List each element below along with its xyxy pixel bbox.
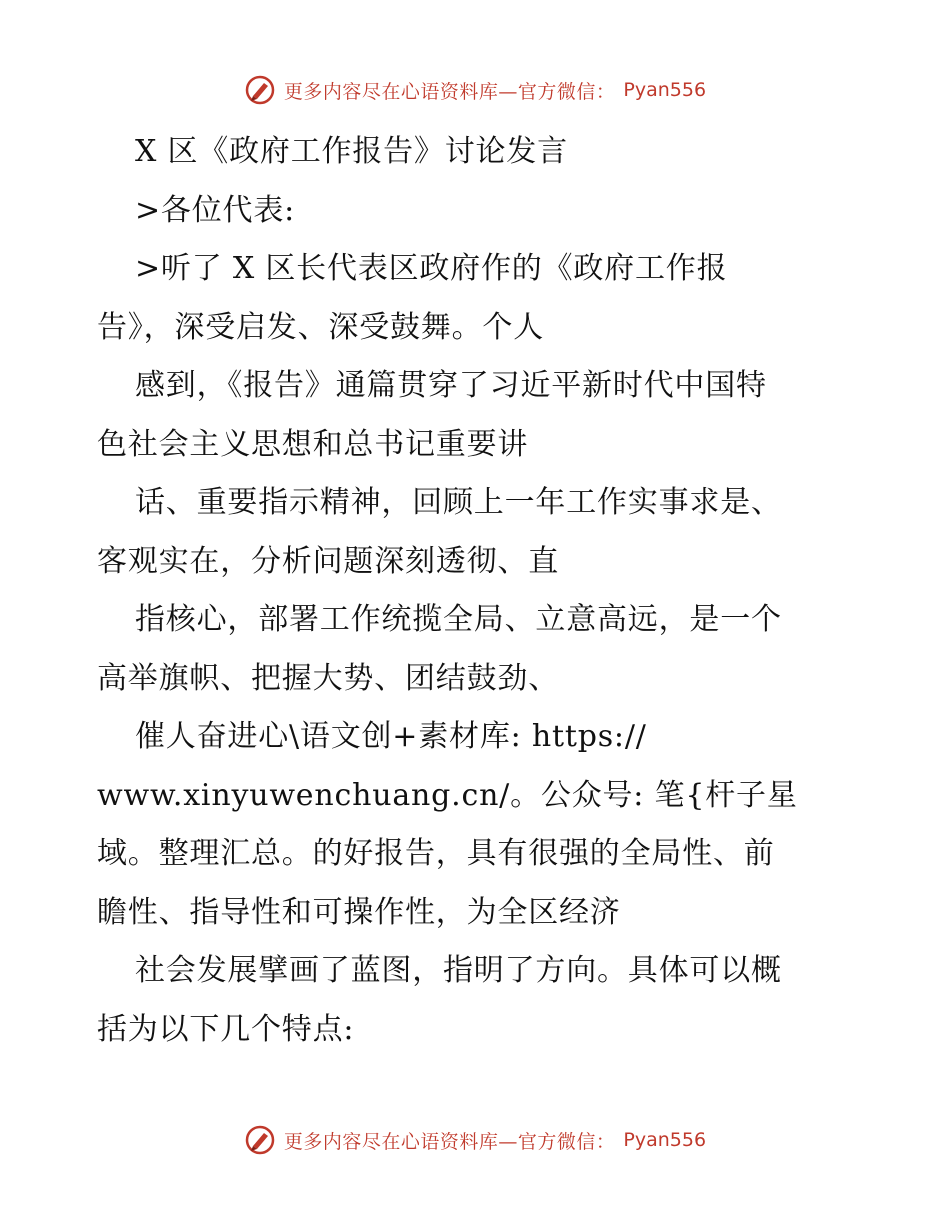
text-line: 域。整理汇总。的好报告，具有很强的全局性、前 (97, 836, 775, 871)
document-body (97, 123, 857, 1059)
text-line: 话、重要指示精神，回顾上一年工作实事求是、 (135, 485, 782, 520)
banner-account: Pyan556 (623, 1129, 707, 1151)
text-line: 瞻性、指导性和可操作性，为全区经济 (97, 894, 621, 930)
text-line: www.xinyuwenchuang.cn/。公众号: 笔{杆子星 (97, 777, 798, 813)
banner-text: 更多内容尽在心语资料库—官方微信： (283, 80, 616, 103)
text-line: 催人奋进心\语文创+素材库: https:// (135, 719, 647, 754)
text-line: 高举旗帜、把握大势、团结鼓劲、 (97, 660, 559, 696)
text-line: 感到，《报告》通篇贯穿了习近平新时代中国特 (135, 368, 767, 403)
text-line: 社会发展擘画了蓝图，指明了方向。具体可以概 (135, 953, 782, 988)
text-line: >各位代表: (135, 192, 296, 228)
pen-logo-icon (244, 74, 276, 106)
banner-account: Pyan556 (623, 79, 707, 101)
text-line: 括为以下几个特点: (97, 1011, 355, 1047)
text-line: 指核心，部署工作统揽全局、立意高远，是一个 (135, 602, 782, 637)
footer-banner (0, 1120, 950, 1160)
text-line: 客观实在，分析问题深刻透彻、直 (97, 543, 559, 579)
pen-logo-icon (244, 1124, 276, 1156)
text-line: >听了 X 区长代表区政府作的《政府工作报 (135, 251, 728, 286)
banner-text: 更多内容尽在心语资料库—官方微信： (283, 1130, 616, 1153)
text-line: 色社会主义思想和总书记重要讲 (97, 426, 529, 462)
text-line: 告》，深受启发、深受鼓舞。个人 (97, 309, 544, 345)
header-banner (0, 70, 950, 110)
document-title: X 区《政府工作报告》讨论发言 (135, 134, 568, 169)
